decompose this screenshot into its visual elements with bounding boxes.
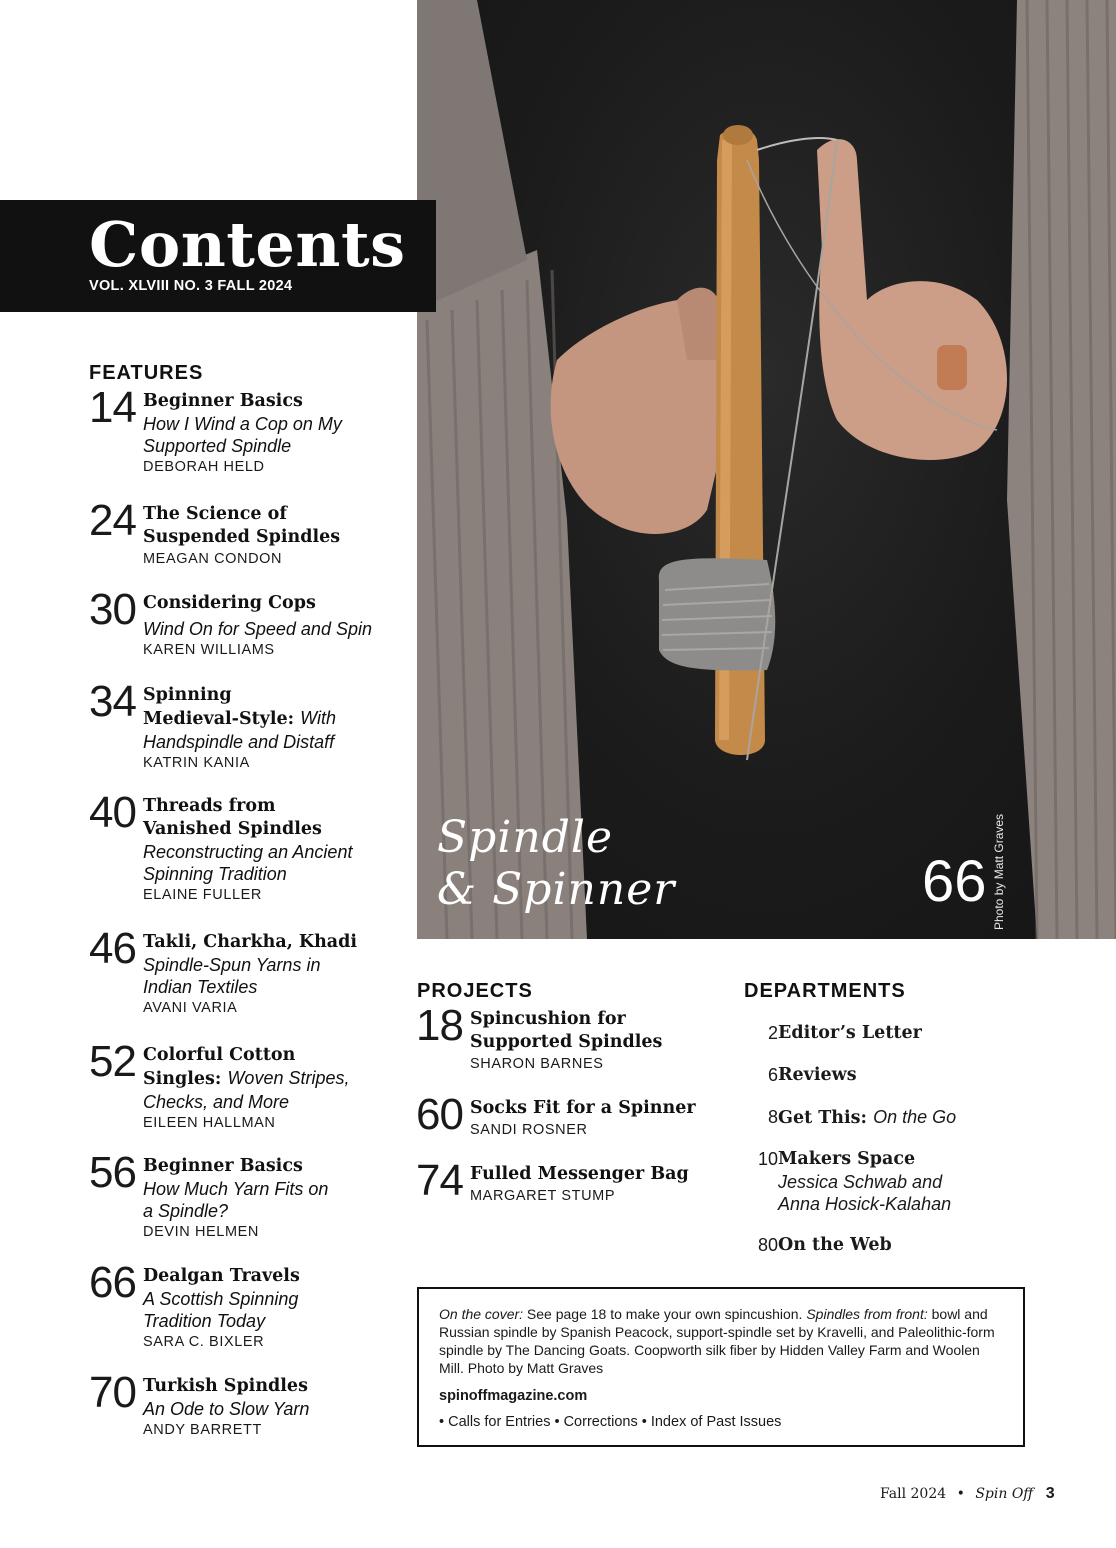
volume-info: VOL. XLVIII NO. 3 FALL 2024 — [89, 278, 293, 294]
cover-info-box — [417, 1287, 1025, 1447]
entry-subtitle: Handspindle and Distaff — [143, 732, 335, 752]
entry-author: KAREN WILLIAMS — [143, 642, 275, 658]
entry-title: Takli, Charkha, Khadi — [143, 932, 358, 952]
entry-author: SARA C. BIXLER — [143, 1334, 265, 1350]
entry-subtitle: Spindle-Spun Yarns in Indian Textiles — [143, 955, 321, 997]
cover-caption-lead: On the cover: — [439, 1306, 524, 1322]
entry-title: On the Web — [778, 1235, 892, 1255]
entry-title: Makers Space — [778, 1149, 916, 1169]
entry-subtitle-cont: a Spindle? — [143, 1201, 229, 1221]
footer-separator: • — [956, 1486, 965, 1502]
entry-title: Spincushion for Supported Spindles — [470, 1009, 663, 1052]
entry-subtitle: Checks, and More — [143, 1092, 290, 1112]
entry-page-number: 6 — [767, 1065, 778, 1085]
entry-page-number: 18 — [416, 1001, 463, 1050]
entry-author: ELAINE FULLER — [143, 887, 263, 903]
features-label: FEATURES — [89, 362, 204, 384]
entry-author: DEBORAH HELD — [143, 459, 265, 475]
entry-title: Beginner Basics — [143, 391, 303, 411]
entry-subtitle: Wind On for Speed and Spin — [143, 619, 372, 639]
entry-title: Beginner Basics — [143, 1156, 303, 1176]
entry-page-number: 52 — [89, 1037, 136, 1086]
entry-title: Dealgan Travels — [143, 1266, 300, 1286]
footer-magazine: Spin Off — [975, 1486, 1034, 1502]
entry-title: Threads from Vanished Spindles — [143, 796, 322, 839]
entry-page-number: 2 — [767, 1023, 778, 1043]
cover-photo — [417, 0, 1116, 939]
cover-caption — [439, 1305, 1003, 1377]
entry-page-number: 40 — [89, 788, 136, 837]
website-link[interactable]: spinoffmagazine.com — [439, 1388, 588, 1404]
entry-subtitle: How Much Yarn Fits on — [143, 1179, 329, 1199]
entry-title: Considering Cops — [143, 593, 316, 613]
entry-author: MEAGAN CONDON — [143, 551, 283, 567]
entry-title: Spinning — [143, 685, 232, 705]
entry-title: Socks Fit for a Spinner — [470, 1098, 696, 1118]
page-title: Contents — [89, 208, 406, 281]
cover-caption-text2: bowl and Russian spindle by Spanish Peacock, support-spindle set by Kravelli, and Paleolithic-form spindle by The Dancing Goats. Coopworth silk fiber by Hidden Valley Farm and Woolen Mill. Photo by Matt Graves — [439, 1306, 995, 1376]
entry-subtitle-inline: Woven Stripes, — [227, 1068, 350, 1088]
entry-author: SHARON BARNES — [470, 1056, 604, 1072]
entry-title: The Science of Suspended Spindles — [143, 504, 341, 547]
entry-page-number: 34 — [89, 677, 136, 726]
entry-subtitle-inline: With — [300, 708, 337, 728]
entry-page-number: 46 — [89, 924, 136, 973]
entry-subtitle-inline: On the Go — [873, 1107, 957, 1127]
entry-page-number: 60 — [416, 1090, 463, 1139]
entry-page-number: 70 — [89, 1368, 136, 1417]
entry-author: KATRIN KANIA — [143, 755, 250, 771]
photo-credit: Photo by Matt Graves — [992, 813, 1006, 930]
entry-subtitle-cont: Anna Hosick-Kalahan — [778, 1194, 952, 1214]
entry-title: Get This: — [778, 1108, 867, 1128]
photo-title — [437, 812, 675, 916]
website-sections[interactable]: • Calls for Entries • Corrections • Index of Past Issues — [439, 1414, 782, 1430]
footer-issue: Fall 2024 — [880, 1486, 947, 1502]
entry-title: Editor’s Letter — [778, 1023, 922, 1043]
entry-title: Reviews — [778, 1065, 857, 1085]
page-footer — [880, 1485, 1055, 1503]
entry-title: Colorful Cotton — [143, 1045, 296, 1065]
entry-page-number: 8 — [767, 1107, 778, 1127]
entry-subtitle: A Scottish Spinning Tradition Today — [143, 1289, 299, 1331]
entry-author: MARGARET STUMP — [470, 1188, 616, 1204]
spindle-illustration — [417, 0, 1116, 939]
entry-page-number: 56 — [89, 1148, 136, 1197]
entry-subtitle: Reconstructing an Ancient Spinning Tradition — [143, 842, 353, 884]
projects-label: PROJECTS — [417, 980, 533, 1002]
entry-page-number: 30 — [89, 585, 136, 634]
entry-author: ANDY BARRETT — [143, 1422, 262, 1438]
footer-page-number: 3 — [1045, 1485, 1055, 1502]
entry-author: EILEEN HALLMAN — [143, 1115, 276, 1131]
entry-title: Fulled Messenger Bag — [470, 1164, 689, 1184]
entry-author: DEVIN HELMEN — [143, 1224, 259, 1240]
entry-subtitle: Jessica Schwab and — [778, 1172, 943, 1192]
departments-label: DEPARTMENTS — [744, 980, 906, 1002]
photo-page-number: 66 — [922, 849, 987, 914]
entry-page-number: 24 — [89, 496, 136, 545]
entry-title-cont: Singles: — [143, 1069, 222, 1089]
entry-page-number: 66 — [89, 1258, 136, 1307]
photo-title-line1: Spindle — [437, 812, 613, 863]
cover-caption-lead2: Spindles from front: — [806, 1306, 928, 1322]
entry-page-number: 10 — [757, 1149, 778, 1169]
entry-title-cont: Medieval-Style: — [143, 709, 295, 729]
entry-page-number: 74 — [416, 1156, 463, 1205]
photo-title-line2: & Spinner — [437, 864, 676, 915]
entry-author: SANDI ROSNER — [470, 1122, 588, 1138]
entry-title: Turkish Spindles — [143, 1376, 308, 1396]
entry-subtitle: How I Wind a Cop on My Supported Spindle — [143, 414, 342, 456]
entry-author: AVANI VARIA — [143, 1000, 238, 1016]
entry-page-number: 80 — [757, 1235, 778, 1255]
cover-caption-text1: See page 18 to make your own spincushion. — [523, 1306, 807, 1322]
entry-subtitle: An Ode to Slow Yarn — [143, 1399, 310, 1419]
entry-page-number: 14 — [89, 383, 136, 432]
